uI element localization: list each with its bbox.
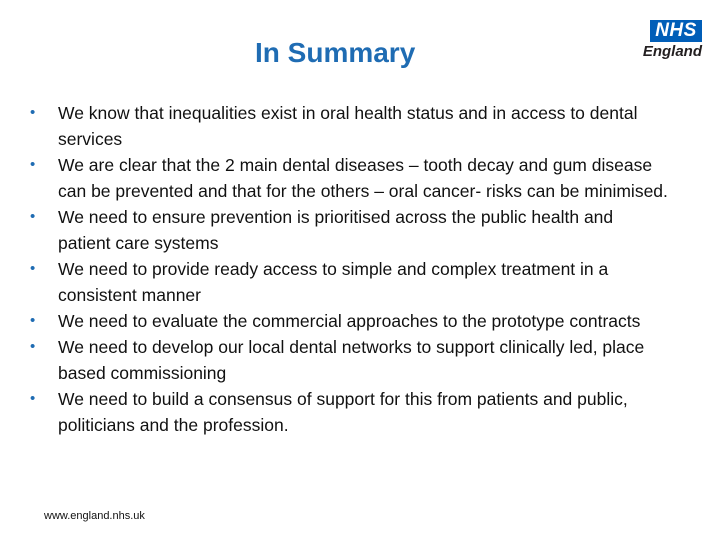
bullet-text: We need to ensure prevention is prioritised across the public health and patient care systems [58,207,614,253]
bullet-text: We need to build a consensus of support for this from patients and public, politicians and the profession. [58,389,628,435]
footer-url: www.england.nhs.uk [44,510,145,522]
bullet-text: We need to provide ready access to simple and complex treatment in a consistent manner [58,259,609,305]
bullet-dot-icon: • [30,156,36,173]
bullet-text: We need to develop our local dental networks to support clinically led, place based commissioning [58,337,645,383]
bullet-item [30,308,670,334]
bullet-text: We need to evaluate the commercial approaches to the prototype contracts [58,311,641,331]
bullet-dot-icon: • [30,390,36,407]
bullet-dot-icon: • [30,104,36,121]
bullet-item [30,152,670,204]
slide-title: In Summary [255,37,416,68]
bullet-item [30,204,670,256]
bullet-text: We are clear that the 2 main dental diseases – tooth decay and gum disease can be prevented and that for the others – oral cancer- risks can be minimised. [58,155,668,201]
nhs-england-logo [632,20,704,64]
bullet-item [30,256,670,308]
bullet-item [30,386,670,438]
bullet-dot-icon: • [30,208,36,225]
bullet-item [30,334,670,386]
nhs-logo-badge: NHS [650,20,702,42]
bullet-dot-icon: • [30,260,36,277]
bullet-dot-icon: • [30,312,36,329]
bullet-text: We know that inequalities exist in oral health status and in access to dental services [58,103,638,149]
bullet-dot-icon: • [30,338,36,355]
bullet-item [30,100,670,152]
nhs-logo-wordmark: England [642,43,702,60]
summary-bullet-list [30,100,670,438]
